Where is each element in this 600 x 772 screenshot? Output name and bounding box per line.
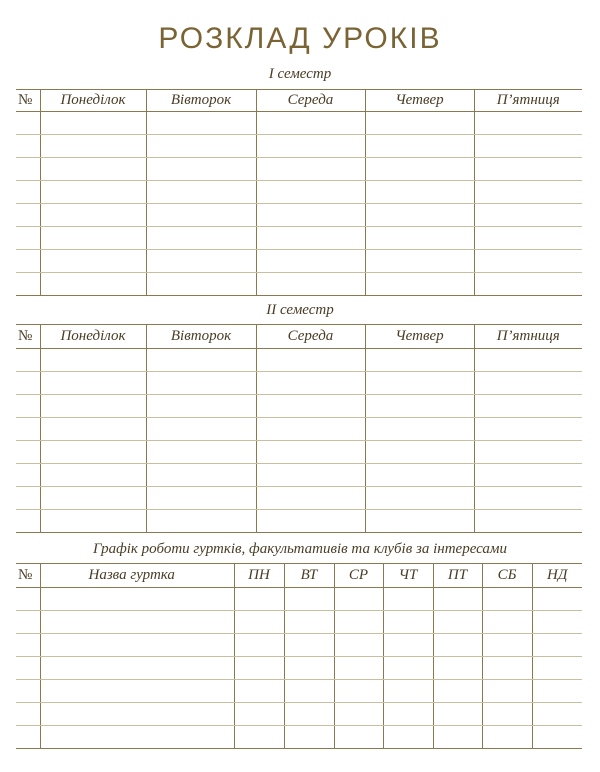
- table-row: [16, 135, 582, 158]
- cell[interactable]: [256, 441, 365, 464]
- cell[interactable]: [16, 204, 40, 227]
- table-row: [16, 510, 582, 533]
- cell[interactable]: [365, 372, 474, 395]
- cell[interactable]: [16, 273, 40, 296]
- table-row: [16, 112, 582, 135]
- cell[interactable]: [482, 657, 532, 680]
- cell[interactable]: [365, 273, 474, 296]
- col-tue: ВТ: [284, 564, 334, 588]
- col-sun: НД: [532, 564, 582, 588]
- cell[interactable]: [40, 181, 146, 204]
- cell[interactable]: [256, 273, 365, 296]
- cell[interactable]: [146, 441, 256, 464]
- cell[interactable]: [234, 657, 284, 680]
- cell[interactable]: [433, 703, 482, 726]
- col-sat: СБ: [482, 564, 532, 588]
- cell[interactable]: [256, 372, 365, 395]
- cell[interactable]: [365, 487, 474, 510]
- cell[interactable]: [234, 703, 284, 726]
- col-club-name: Назва гуртка: [40, 564, 234, 588]
- clubs-schedule-table: [16, 563, 582, 749]
- cell[interactable]: [16, 250, 40, 273]
- cell[interactable]: [474, 395, 582, 418]
- col-thursday: Четвер: [365, 325, 474, 349]
- cell[interactable]: [482, 680, 532, 703]
- cell[interactable]: [234, 680, 284, 703]
- cell[interactable]: [482, 588, 532, 611]
- cell[interactable]: [256, 135, 365, 158]
- cell[interactable]: [365, 112, 474, 135]
- cell[interactable]: [146, 204, 256, 227]
- col-tuesday: Вівторок: [146, 90, 256, 112]
- cell[interactable]: [383, 611, 433, 634]
- cell[interactable]: [40, 510, 146, 533]
- table-row: [16, 273, 582, 296]
- cell[interactable]: [146, 181, 256, 204]
- cell[interactable]: [40, 634, 234, 657]
- cell[interactable]: [234, 588, 284, 611]
- col-wednesday: Середа: [256, 325, 365, 349]
- cell[interactable]: [365, 464, 474, 487]
- col-friday: П’ятниця: [474, 90, 582, 112]
- cell[interactable]: [482, 703, 532, 726]
- col-monday: Понеділок: [40, 325, 146, 349]
- cell[interactable]: [365, 227, 474, 250]
- cell[interactable]: [334, 657, 383, 680]
- cell[interactable]: [365, 418, 474, 441]
- cell[interactable]: [474, 372, 582, 395]
- cell[interactable]: [146, 487, 256, 510]
- cell[interactable]: [16, 634, 40, 657]
- cell[interactable]: [474, 227, 582, 250]
- cell[interactable]: [284, 703, 334, 726]
- col-number: №: [16, 90, 40, 112]
- cell[interactable]: [40, 657, 234, 680]
- cell[interactable]: [284, 680, 334, 703]
- cell[interactable]: [16, 464, 40, 487]
- table-row: [16, 418, 582, 441]
- cell[interactable]: [40, 158, 146, 181]
- col-monday: Понеділок: [40, 90, 146, 112]
- cell[interactable]: [146, 250, 256, 273]
- cell[interactable]: [40, 418, 146, 441]
- cell[interactable]: [40, 441, 146, 464]
- table-row: [16, 395, 582, 418]
- cell[interactable]: [532, 657, 582, 680]
- table-row: [16, 204, 582, 227]
- table-row: [16, 441, 582, 464]
- cell[interactable]: [482, 634, 532, 657]
- cell[interactable]: [532, 588, 582, 611]
- cell[interactable]: [256, 487, 365, 510]
- cell[interactable]: [532, 726, 582, 749]
- col-number: №: [16, 564, 40, 588]
- cell[interactable]: [482, 726, 532, 749]
- cell[interactable]: [482, 611, 532, 634]
- cell[interactable]: [16, 112, 40, 135]
- table-row: [16, 487, 582, 510]
- table-row: [16, 703, 582, 726]
- cell[interactable]: [146, 464, 256, 487]
- cell[interactable]: [16, 349, 40, 372]
- cell[interactable]: [256, 227, 365, 250]
- cell[interactable]: [433, 588, 482, 611]
- clubs-heading: Графік роботи гуртків, факультативів та клубів за інтересами: [92, 541, 507, 557]
- table-row: [16, 726, 582, 749]
- col-wed: СР: [334, 564, 383, 588]
- table-row: [16, 588, 582, 611]
- cell[interactable]: [146, 418, 256, 441]
- cell[interactable]: [334, 634, 383, 657]
- cell[interactable]: [40, 726, 234, 749]
- cell[interactable]: [256, 464, 365, 487]
- col-thu: ЧТ: [383, 564, 433, 588]
- cell[interactable]: [284, 588, 334, 611]
- table-row: [16, 634, 582, 657]
- cell[interactable]: [284, 726, 334, 749]
- cell[interactable]: [365, 510, 474, 533]
- table-row: [16, 464, 582, 487]
- cell[interactable]: [474, 464, 582, 487]
- cell[interactable]: [16, 657, 40, 680]
- cell[interactable]: [40, 227, 146, 250]
- table-row: [16, 611, 582, 634]
- semester-2-schedule-table: [16, 324, 582, 533]
- cell[interactable]: [234, 611, 284, 634]
- col-thursday: Четвер: [365, 90, 474, 112]
- cell[interactable]: [365, 135, 474, 158]
- col-wednesday: Середа: [256, 90, 365, 112]
- cell[interactable]: [16, 227, 40, 250]
- cell[interactable]: [256, 510, 365, 533]
- cell[interactable]: [40, 204, 146, 227]
- cell[interactable]: [365, 158, 474, 181]
- cell[interactable]: [146, 158, 256, 181]
- cell[interactable]: [146, 395, 256, 418]
- cell[interactable]: [146, 510, 256, 533]
- cell[interactable]: [40, 703, 234, 726]
- cell[interactable]: [284, 657, 334, 680]
- cell[interactable]: [40, 135, 146, 158]
- table-row: [16, 372, 582, 395]
- cell[interactable]: [383, 680, 433, 703]
- cell[interactable]: [474, 135, 582, 158]
- cell[interactable]: [234, 726, 284, 749]
- cell[interactable]: [40, 112, 146, 135]
- cell[interactable]: [284, 611, 334, 634]
- table-row: [16, 181, 582, 204]
- cell[interactable]: [383, 703, 433, 726]
- cell[interactable]: [16, 181, 40, 204]
- cell[interactable]: [334, 703, 383, 726]
- semester-2-heading: ІІ семестр: [266, 302, 334, 318]
- cell[interactable]: [383, 657, 433, 680]
- cell[interactable]: [532, 680, 582, 703]
- cell[interactable]: [234, 634, 284, 657]
- cell[interactable]: [365, 250, 474, 273]
- cell[interactable]: [146, 227, 256, 250]
- table-row: [16, 657, 582, 680]
- cell[interactable]: [474, 273, 582, 296]
- cell[interactable]: [474, 487, 582, 510]
- cell[interactable]: [474, 418, 582, 441]
- cell[interactable]: [16, 611, 40, 634]
- cell[interactable]: [16, 726, 40, 749]
- table-row: [16, 349, 582, 372]
- table-row: [16, 250, 582, 273]
- cell[interactable]: [284, 634, 334, 657]
- cell[interactable]: [40, 250, 146, 273]
- cell[interactable]: [40, 464, 146, 487]
- col-mon: ПН: [234, 564, 284, 588]
- cell[interactable]: [365, 181, 474, 204]
- table-row: [16, 680, 582, 703]
- cell[interactable]: [16, 158, 40, 181]
- cell[interactable]: [383, 634, 433, 657]
- table-header-row: [16, 564, 582, 588]
- page-title: РОЗКЛАД УРОКІВ: [158, 22, 442, 55]
- cell[interactable]: [474, 204, 582, 227]
- cell[interactable]: [40, 349, 146, 372]
- cell[interactable]: [383, 726, 433, 749]
- table-row: [16, 158, 582, 181]
- cell[interactable]: [256, 418, 365, 441]
- col-number: №: [16, 325, 40, 349]
- table-header-row: [16, 325, 582, 349]
- cell[interactable]: [365, 395, 474, 418]
- cell[interactable]: [433, 726, 482, 749]
- cell[interactable]: [474, 441, 582, 464]
- cell[interactable]: [383, 588, 433, 611]
- cell[interactable]: [256, 395, 365, 418]
- cell[interactable]: [16, 703, 40, 726]
- cell[interactable]: [16, 680, 40, 703]
- cell[interactable]: [16, 441, 40, 464]
- cell[interactable]: [474, 510, 582, 533]
- cell[interactable]: [433, 634, 482, 657]
- cell[interactable]: [365, 204, 474, 227]
- cell[interactable]: [40, 611, 234, 634]
- cell[interactable]: [433, 657, 482, 680]
- cell[interactable]: [40, 273, 146, 296]
- cell[interactable]: [16, 395, 40, 418]
- cell[interactable]: [433, 611, 482, 634]
- cell[interactable]: [146, 372, 256, 395]
- cell[interactable]: [16, 418, 40, 441]
- cell[interactable]: [532, 611, 582, 634]
- table-header-row: [16, 90, 582, 112]
- cell[interactable]: [256, 112, 365, 135]
- cell[interactable]: [256, 204, 365, 227]
- cell[interactable]: [16, 510, 40, 533]
- cell[interactable]: [256, 181, 365, 204]
- col-friday: П’ятниця: [474, 325, 582, 349]
- cell[interactable]: [146, 112, 256, 135]
- cell[interactable]: [256, 158, 365, 181]
- col-fri: ПТ: [433, 564, 482, 588]
- cell[interactable]: [16, 588, 40, 611]
- cell[interactable]: [40, 588, 234, 611]
- cell[interactable]: [40, 395, 146, 418]
- cell[interactable]: [40, 487, 146, 510]
- cell[interactable]: [532, 634, 582, 657]
- semester-1-schedule-table: [16, 89, 582, 296]
- cell[interactable]: [146, 273, 256, 296]
- cell[interactable]: [146, 135, 256, 158]
- cell[interactable]: [40, 372, 146, 395]
- cell[interactable]: [474, 349, 582, 372]
- table-row: [16, 227, 582, 250]
- cell[interactable]: [256, 250, 365, 273]
- cell[interactable]: [334, 726, 383, 749]
- cell[interactable]: [365, 441, 474, 464]
- cell[interactable]: [365, 349, 474, 372]
- semester-1-heading: І семестр: [268, 66, 332, 82]
- cell[interactable]: [474, 158, 582, 181]
- cell[interactable]: [16, 372, 40, 395]
- cell[interactable]: [334, 680, 383, 703]
- cell[interactable]: [40, 680, 234, 703]
- cell[interactable]: [334, 588, 383, 611]
- cell[interactable]: [532, 703, 582, 726]
- cell[interactable]: [474, 181, 582, 204]
- cell[interactable]: [16, 135, 40, 158]
- cell[interactable]: [146, 349, 256, 372]
- cell[interactable]: [474, 250, 582, 273]
- cell[interactable]: [256, 349, 365, 372]
- col-tuesday: Вівторок: [146, 325, 256, 349]
- cell[interactable]: [16, 487, 40, 510]
- cell[interactable]: [433, 680, 482, 703]
- cell[interactable]: [474, 112, 582, 135]
- cell[interactable]: [334, 611, 383, 634]
